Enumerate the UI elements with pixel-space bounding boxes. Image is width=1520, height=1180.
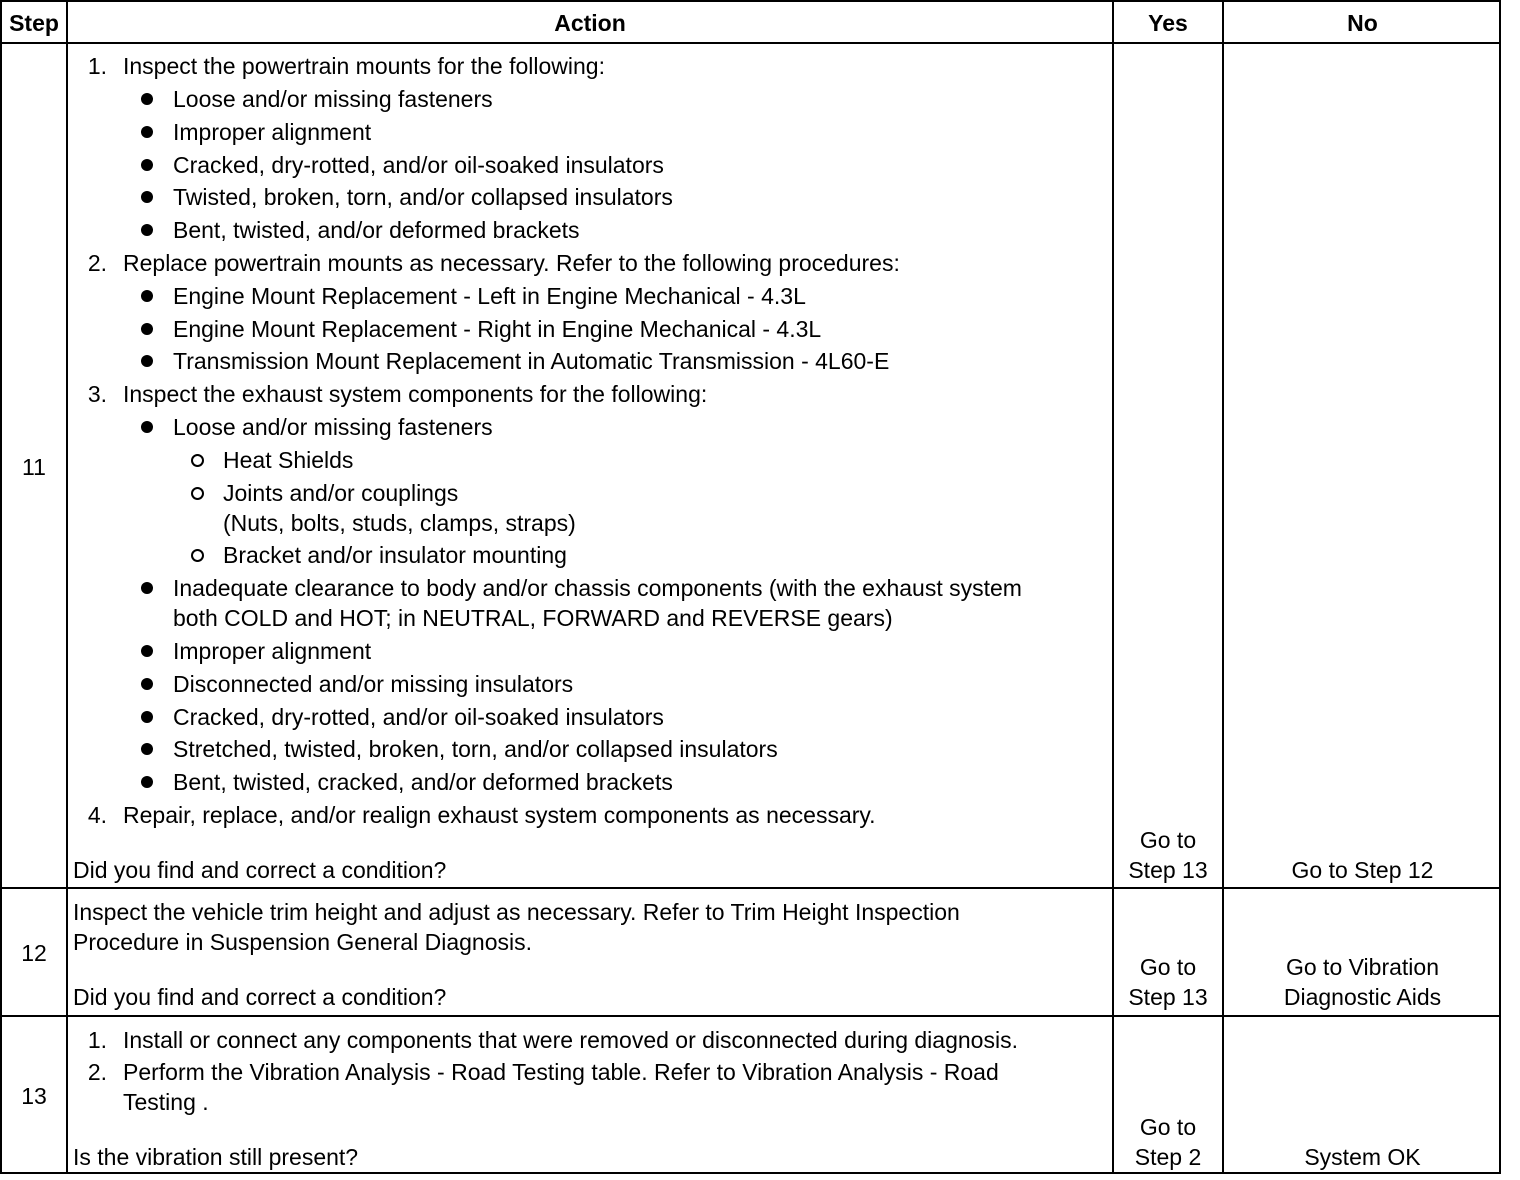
header-yes: Yes xyxy=(1148,10,1188,36)
bullet-icon xyxy=(141,645,153,657)
list-item: Bent, twisted, cracked, and/or deformed brackets xyxy=(173,769,673,795)
question-text: Is the vibration still present? xyxy=(73,1144,359,1170)
bullet-icon xyxy=(141,126,153,138)
yes-cell xyxy=(1114,952,1222,1012)
list-item: Install or connect any components that were removed or disconnected during diagnosis. xyxy=(123,1027,1018,1053)
no-cell xyxy=(1224,1142,1501,1172)
list-item: Perform the Vibration Analysis - Road Testing table. Refer to Vibration Analysis - Road xyxy=(123,1059,999,1085)
yes-line: Go to xyxy=(1139,954,1197,980)
no-line: Go to Vibration xyxy=(1285,954,1439,980)
list-number: 1. xyxy=(87,53,107,79)
question-text: Did you find and correct a condition? xyxy=(73,984,447,1010)
no-line: Go to Step 12 xyxy=(1291,857,1434,883)
list-item: Inspect the exhaust system components for the following: xyxy=(123,381,708,407)
list-number: 3. xyxy=(87,381,107,407)
bullet-icon xyxy=(141,421,153,433)
no-cell xyxy=(1224,952,1501,1012)
list-item: Engine Mount Replacement - Left in Engine Mechanical - 4.3L xyxy=(173,283,806,309)
column-divider xyxy=(66,2,68,1172)
list-item: Twisted, broken, torn, and/or collapsed insulators xyxy=(173,184,673,210)
list-item: Improper alignment xyxy=(173,638,372,664)
no-line: Diagnostic Aids xyxy=(1283,984,1442,1010)
header-no: No xyxy=(1347,10,1378,36)
list-item: Replace powertrain mounts as necessary. Refer to the following procedures: xyxy=(123,250,900,276)
list-item: Cracked, dry-rotted, and/or oil-soaked insulators xyxy=(173,704,664,730)
list-item: Engine Mount Replacement - Right in Engine Mechanical - 4.3L xyxy=(173,316,822,342)
bullet-icon xyxy=(141,355,153,367)
list-item: Repair, replace, and/or realign exhaust system components as necessary. xyxy=(123,802,876,828)
yes-line: Step 13 xyxy=(1128,857,1208,883)
bullet-icon xyxy=(141,224,153,236)
bullet-icon xyxy=(141,191,153,203)
yes-line: Go to xyxy=(1139,1114,1197,1140)
list-number: 1. xyxy=(87,1027,107,1053)
step-number: 13 xyxy=(21,1083,47,1109)
bullet-icon xyxy=(141,743,153,755)
sub-bullet-icon xyxy=(191,487,204,500)
bullet-icon xyxy=(141,323,153,335)
action-text: Inspect the vehicle trim height and adjust as necessary. Refer to Trim Height Inspection xyxy=(73,899,960,925)
no-line: System OK xyxy=(1304,1144,1421,1170)
step-number: 11 xyxy=(22,454,46,480)
bullet-icon xyxy=(141,776,153,788)
question-text: Did you find and correct a condition? xyxy=(73,857,447,883)
header-step: Step xyxy=(9,10,59,36)
list-item: Joints and/or couplings xyxy=(223,480,459,506)
bullet-icon xyxy=(141,678,153,690)
list-number: 4. xyxy=(87,802,107,828)
list-item: Stretched, twisted, broken, torn, and/or collapsed insulators xyxy=(173,736,778,762)
list-item: Inspect the powertrain mounts for the following: xyxy=(123,53,605,79)
list-number: 2. xyxy=(87,250,107,276)
row-divider xyxy=(2,1015,1499,1017)
bullet-icon xyxy=(141,93,153,105)
bullet-icon xyxy=(141,711,153,723)
list-item: Heat Shields xyxy=(223,447,354,473)
list-item: (Nuts, bolts, studs, clamps, straps) xyxy=(223,510,576,536)
list-item: Loose and/or missing fasteners xyxy=(173,86,493,112)
yes-line: Go to xyxy=(1139,827,1197,853)
bullet-icon xyxy=(141,290,153,302)
row-divider xyxy=(2,887,1499,889)
list-item: Improper alignment xyxy=(173,119,372,145)
list-item: Inadequate clearance to body and/or chassis components (with the exhaust system xyxy=(173,575,1022,601)
list-item: Loose and/or missing fasteners xyxy=(173,414,493,440)
yes-cell xyxy=(1114,1112,1222,1172)
yes-cell xyxy=(1114,825,1222,885)
yes-line: Step 13 xyxy=(1128,984,1208,1010)
list-item: both COLD and HOT; in NEUTRAL, FORWARD and REVERSE gears) xyxy=(173,605,893,631)
header-action: Action xyxy=(554,10,626,36)
list-item: Cracked, dry-rotted, and/or oil-soaked insulators xyxy=(173,152,664,178)
action-text: Procedure in Suspension General Diagnosis. xyxy=(73,929,532,955)
sub-bullet-icon xyxy=(191,549,204,562)
yes-line: Step 2 xyxy=(1134,1144,1202,1170)
bullet-icon xyxy=(141,582,153,594)
list-item: Bracket and/or insulator mounting xyxy=(223,542,567,568)
list-item: Testing . xyxy=(123,1089,209,1115)
step-number: 12 xyxy=(21,940,47,966)
sub-bullet-icon xyxy=(191,454,204,467)
list-item: Transmission Mount Replacement in Automatic Transmission - 4L60-E xyxy=(173,348,890,374)
list-item: Disconnected and/or missing insulators xyxy=(173,671,574,697)
list-item: Bent, twisted, and/or deformed brackets xyxy=(173,217,580,243)
bullet-icon xyxy=(141,159,153,171)
list-number: 2. xyxy=(87,1059,107,1085)
no-cell xyxy=(1224,855,1501,885)
